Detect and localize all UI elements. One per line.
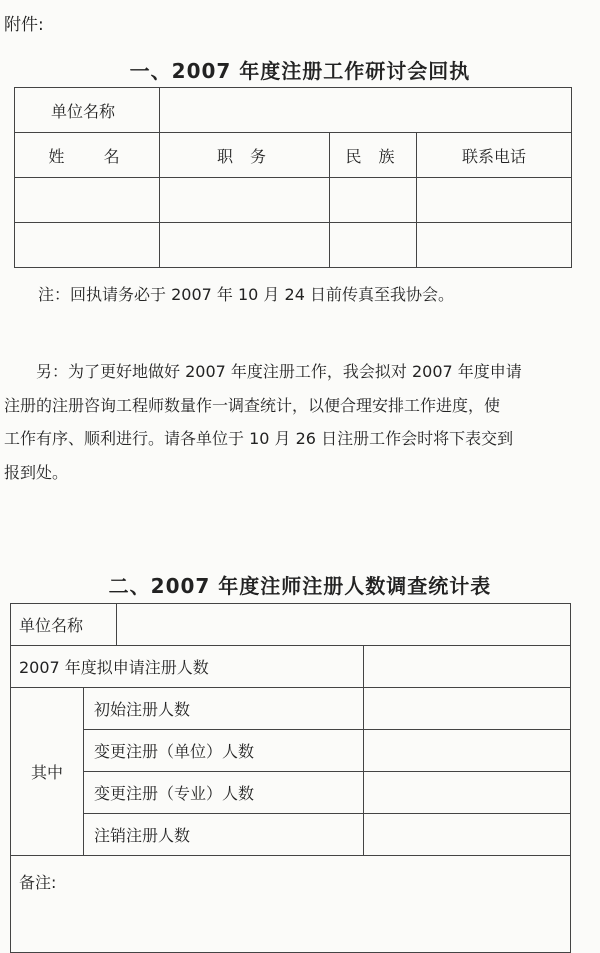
- group-label: 其中: [11, 688, 84, 856]
- unit-name-row: [15, 88, 572, 133]
- receipt-form-table: [14, 87, 572, 268]
- sub-item-label: 变更注册（专业）人数: [84, 772, 364, 814]
- sub-item-row: [11, 814, 571, 856]
- change-specialty-field[interactable]: [364, 772, 571, 814]
- form1-title: 一、2007 年度注册工作研讨会回执: [129, 59, 471, 83]
- cancellation-field[interactable]: [364, 814, 571, 856]
- sub-item-label: 变更注册（单位）人数: [84, 730, 364, 772]
- header-name: 姓 名: [15, 133, 160, 178]
- unit-name-label: 单位名称: [11, 604, 117, 646]
- position-cell[interactable]: [160, 223, 330, 268]
- paragraph-line: 另：为了更好地做好 2007 年度注册工作，我会拟对 2007 年度申请: [36, 362, 522, 381]
- position-cell[interactable]: [160, 178, 330, 223]
- sub-item-row: [11, 688, 571, 730]
- paragraph-line: 工作有序、顺利进行。请各单位于 10 月 26 日注册工作会时将下表交到: [4, 429, 514, 448]
- remark-row: [11, 856, 571, 953]
- name-cell[interactable]: [15, 223, 160, 268]
- unit-name-row: [11, 604, 571, 646]
- receipt-note: 注：回执请务必于 2007 年 10 月 24 日前传真至我协会。: [38, 285, 454, 304]
- header-ethnicity: 民 族: [330, 133, 417, 178]
- header-position: 职 务: [160, 133, 330, 178]
- unit-name-label: 单位名称: [15, 88, 160, 133]
- total-applicants-row: [11, 646, 571, 688]
- remark-field[interactable]: [11, 856, 571, 953]
- header-phone: 联系电话: [417, 133, 572, 178]
- remark-label: 备注:: [19, 873, 57, 892]
- table-row: [15, 223, 572, 268]
- sub-item-label: 初始注册人数: [84, 688, 364, 730]
- name-cell[interactable]: [15, 178, 160, 223]
- sub-item-row: [11, 772, 571, 814]
- total-applicants-field[interactable]: [364, 646, 571, 688]
- total-applicants-label: 2007 年度拟申请注册人数: [11, 646, 364, 688]
- body-paragraph: [4, 355, 594, 489]
- sub-item-label: 注销注册人数: [84, 814, 364, 856]
- paragraph-line: 注册的注册咨询工程师数量作一调查统计，以便合理安排工作进度，使: [4, 395, 501, 415]
- table-row: [15, 178, 572, 223]
- paragraph-line: 报到处。: [4, 462, 69, 482]
- attachment-label: 附件:: [4, 15, 44, 35]
- form2-title: 二、2007 年度注师注册人数调查统计表: [108, 574, 492, 598]
- ethnicity-cell[interactable]: [330, 178, 417, 223]
- unit-name-field[interactable]: [160, 88, 572, 133]
- initial-registration-field[interactable]: [364, 688, 571, 730]
- unit-name-field[interactable]: [117, 604, 571, 646]
- survey-form-table: [10, 603, 571, 953]
- ethnicity-cell[interactable]: [330, 223, 417, 268]
- change-unit-field[interactable]: [364, 730, 571, 772]
- header-row: [15, 133, 572, 178]
- sub-item-row: [11, 730, 571, 772]
- phone-cell[interactable]: [417, 178, 572, 223]
- phone-cell[interactable]: [417, 223, 572, 268]
